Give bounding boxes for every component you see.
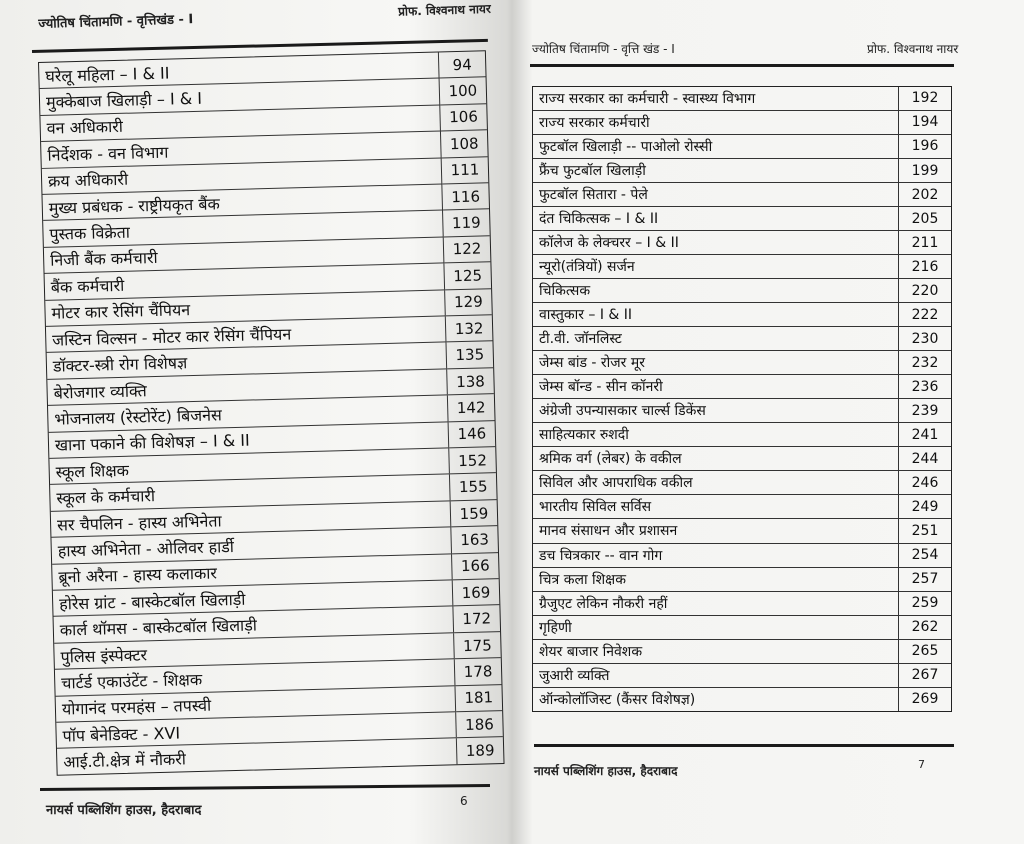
- publisher-name: नायर्स पब्लिशिंग हाउस, हैदराबाद: [534, 764, 678, 778]
- chapter-page-number: 236: [899, 375, 952, 399]
- chapter-title: कार्ल थॉमस - बास्केटबॉल खिलाड़ी: [54, 606, 454, 643]
- book-title: ज्योतिष चिंतामणि - वृत्तिखंड - I: [38, 12, 194, 32]
- chapter-title: राज्य सरकार का कर्मचारी - स्वास्थ्य विभाग: [533, 87, 899, 110]
- chapter-title: आई.टी.क्षेत्र में नौकरी: [63, 749, 187, 772]
- header-rule: [530, 64, 954, 67]
- chapter-page-number: 246: [899, 471, 952, 495]
- chapter-title: साहित्यकार रुशदी: [533, 423, 899, 447]
- footer-rule: [534, 744, 954, 747]
- contents-table: [532, 86, 952, 712]
- chapter-page-number: 239: [899, 399, 952, 423]
- chapter-title: भारतीय सिविल सर्विस: [533, 495, 899, 519]
- chapter-page-number: 178: [454, 658, 501, 686]
- chapter-title: पुस्तक विक्रेता: [43, 210, 443, 247]
- table-row: [533, 639, 951, 663]
- chapter-page-number: 196: [899, 134, 952, 158]
- chapter-page-number: 220: [899, 279, 952, 303]
- chapter-title: चित्र कला शिक्षक: [533, 567, 899, 591]
- chapter-page-number: 211: [899, 231, 952, 255]
- table-row: [533, 519, 951, 543]
- chapter-title: सिविल और आपराधिक वकील: [533, 471, 899, 495]
- chapter-page-number: 163: [451, 526, 498, 554]
- chapter-title: ऑन्कोलॉजिस्ट (कैंसर विशेषज्ञ): [539, 691, 696, 708]
- chapter-page-number: 169: [452, 579, 499, 607]
- chapter-title: जुआरी व्यक्ति: [533, 663, 899, 687]
- table-row: [533, 207, 951, 231]
- chapter-page-number: 267: [899, 663, 952, 687]
- chapter-title: पॉप बेनेडिक्ट - XVI: [56, 712, 456, 749]
- chapter-title: बैंक कर्मचारी: [45, 263, 445, 300]
- chapter-page-number: 111: [441, 156, 488, 184]
- chapter-title: राज्य सरकार कर्मचारी: [533, 110, 899, 134]
- chapter-page-number: 244: [899, 447, 952, 471]
- chapter-page-number: 262: [899, 615, 952, 639]
- chapter-page-number: 192: [899, 87, 952, 110]
- chapter-page-number: 205: [899, 207, 952, 231]
- chapter-title: श्रमिक वर्ग (लेबर) के वकील: [533, 447, 899, 471]
- contents-table: [38, 50, 505, 775]
- chapter-title: क्रय अधिकारी: [42, 158, 442, 195]
- table-row: [533, 303, 951, 327]
- table-row: [533, 471, 951, 495]
- chapter-page-number: 269: [899, 687, 952, 711]
- chapter-title: गृहिणी: [533, 615, 899, 639]
- chapter-page-number: 146: [448, 420, 495, 448]
- chapter-title: डच चित्रकार -- वान गोग: [533, 543, 899, 567]
- chapter-page-number: 152: [449, 447, 496, 475]
- chapter-title: जेम्स बांड - रोजर मूर: [533, 351, 899, 375]
- table-row: [533, 327, 951, 351]
- table-row: [533, 591, 951, 615]
- book-title: ज्योतिष चिंतामणि - वृत्ति खंड - I: [532, 42, 675, 56]
- chapter-page-number: 181: [455, 684, 502, 712]
- chapter-title: निर्देशक - वन विभाग: [41, 131, 441, 168]
- right-page: [510, 0, 1024, 844]
- chapter-title: जस्टिन विल्सन - मोटर कार रेसिंग चैंपियन: [46, 316, 446, 353]
- chapter-page-number: 249: [899, 495, 952, 519]
- table-row: [533, 279, 951, 303]
- chapter-page-number: 222: [899, 303, 952, 327]
- chapter-page-number: 116: [442, 183, 489, 211]
- page-number: 7: [918, 758, 925, 771]
- chapter-page-number: 125: [444, 262, 491, 290]
- chapter-title: निजी बैंक कर्मचारी: [44, 237, 444, 274]
- footer-rule: [40, 784, 490, 791]
- table-row: [533, 375, 951, 399]
- chapter-title: स्कूल के कर्मचारी: [50, 474, 450, 511]
- table-row: [533, 495, 951, 519]
- table-row: [533, 423, 951, 447]
- chapter-title: चार्टर्ड एकाउंटेंट - शिक्षक: [55, 659, 455, 696]
- chapter-page-number: 232: [899, 351, 952, 375]
- chapter-page-number: 199: [899, 159, 952, 183]
- chapter-title: मानव संसाधन और प्रशासन: [533, 519, 899, 543]
- chapter-title: खाना पकाने की विशेषज्ञ – I & II: [49, 421, 449, 458]
- chapter-page-number: 108: [440, 130, 487, 158]
- chapter-title: मुख्य प्रबंधक - राष्ट्रीयकृत बैंक: [42, 184, 442, 221]
- chapter-page-number: 230: [899, 327, 952, 351]
- chapter-title: फुटबॉल खिलाड़ी -- पाओलो रोस्सी: [533, 134, 899, 158]
- chapter-title: पुलिस इंस्पेक्टर: [54, 633, 454, 670]
- contents-rows: [39, 51, 503, 774]
- table-row: [533, 399, 951, 423]
- chapter-page-number: 189: [456, 737, 503, 764]
- chapter-page-number: 166: [452, 552, 499, 580]
- chapter-title: अंग्रेजी उपन्यासकार चार्ल्स डिकेंस: [533, 399, 899, 423]
- chapter-title: फ्रैंच फुटबॉल खिलाड़ी: [533, 159, 899, 183]
- chapter-title: टी.वी. जॉनलिस्ट: [533, 327, 899, 351]
- table-row: [533, 183, 951, 207]
- chapter-page-number: 254: [899, 543, 952, 567]
- chapter-page-number: 257: [899, 567, 952, 591]
- table-row: [533, 567, 951, 591]
- author-name: प्रोफ. विश्वनाथ नायर: [867, 42, 959, 56]
- chapter-title: चिकित्सक: [533, 279, 899, 303]
- chapter-title: ग्रैजुएट लेकिन नौकरी नहीं: [533, 591, 899, 615]
- chapter-title: मोटर कार रेसिंग चैंपियन: [45, 290, 445, 327]
- chapter-title: योगानंद परमहंस – तपस्वी: [56, 685, 456, 722]
- chapter-title: होरेस ग्रांट - बास्केटबॉल खिलाड़ी: [53, 580, 453, 617]
- table-row: [533, 543, 951, 567]
- publisher-name: नायर्स पब्लिशिंग हाउस, हैदराबाद: [46, 803, 202, 818]
- chapter-page-number: 94: [438, 51, 485, 78]
- chapter-page-number: 106: [440, 104, 487, 132]
- table-row: [533, 615, 951, 639]
- page-number: 6: [460, 794, 468, 808]
- chapter-page-number: 159: [450, 499, 497, 527]
- chapter-page-number: 194: [899, 110, 952, 134]
- chapter-page-number: 241: [899, 423, 952, 447]
- table-row: [533, 159, 951, 183]
- table-row: [533, 255, 951, 279]
- chapter-page-number: 129: [445, 288, 492, 316]
- table-row: [533, 351, 951, 375]
- chapter-page-number: 175: [454, 631, 501, 659]
- table-row: [533, 87, 951, 110]
- chapter-page-number: 172: [453, 605, 500, 633]
- author-name: प्रोफ. विश्वनाथ नायर: [397, 1, 492, 19]
- chapter-page-number: 251: [899, 519, 952, 543]
- chapter-page-number: 265: [899, 639, 952, 663]
- contents-rows: [533, 87, 951, 711]
- chapter-title: वास्तुकार – I & II: [533, 303, 899, 327]
- chapter-title: शेयर बाजार निवेशक: [533, 639, 899, 663]
- chapter-page-number: 216: [899, 255, 952, 279]
- table-row: [533, 447, 951, 471]
- chapter-title: मुक्केबाज खिलाड़ी – I & I: [40, 78, 440, 115]
- chapter-title: बेरोजगार व्यक्ति: [47, 369, 447, 406]
- chapter-title: भोजनालय (रेस्टोरेंट) बिजनेस: [48, 395, 448, 432]
- page-header: [38, 0, 492, 32]
- chapter-title: ब्रूनो अरैना - हास्य कलाकार: [52, 553, 452, 590]
- header-rule: [32, 39, 488, 53]
- chapter-title: वन अधिकारी: [40, 105, 440, 142]
- chapter-page-number: 100: [439, 77, 486, 105]
- chapter-title: स्कूल शिक्षक: [49, 448, 449, 485]
- table-row: [533, 687, 951, 711]
- chapter-page-number: 202: [899, 183, 952, 207]
- chapter-page-number: 135: [446, 341, 493, 369]
- chapter-title: हास्य अभिनेता - ओलिवर हार्डी: [51, 527, 451, 564]
- chapter-title: जेम्स बॉन्ड - सीन कॉनरी: [533, 375, 899, 399]
- left-page: [0, 0, 500, 844]
- table-row: [533, 134, 951, 158]
- chapter-page-number: 142: [447, 394, 494, 422]
- table-row: [533, 231, 951, 255]
- chapter-page-number: 259: [899, 591, 952, 615]
- chapter-page-number: 119: [443, 209, 490, 237]
- chapter-title: घरेलू महिला – I & II: [39, 53, 439, 89]
- chapter-title: फुटबॉल सितारा - पेले: [533, 183, 899, 207]
- chapter-title: डॉक्टर-स्त्री रोग विशेषज्ञ: [47, 342, 447, 379]
- chapter-page-number: 155: [449, 473, 496, 501]
- table-row: [533, 110, 951, 134]
- chapter-title: न्यूरो(तंत्रियों) सर्जन: [533, 255, 899, 279]
- chapter-title: कॉलेज के लेक्चरर – I & II: [533, 231, 899, 255]
- table-row: [533, 663, 951, 687]
- chapter-title: सर चैपलिन - हास्य अभिनेता: [51, 501, 451, 538]
- chapter-page-number: 186: [456, 711, 503, 739]
- chapter-page-number: 132: [445, 315, 492, 343]
- chapter-page-number: 138: [447, 367, 494, 395]
- chapter-page-number: 122: [443, 236, 490, 264]
- chapter-title: दंत चिकित्सक – I & II: [533, 207, 899, 231]
